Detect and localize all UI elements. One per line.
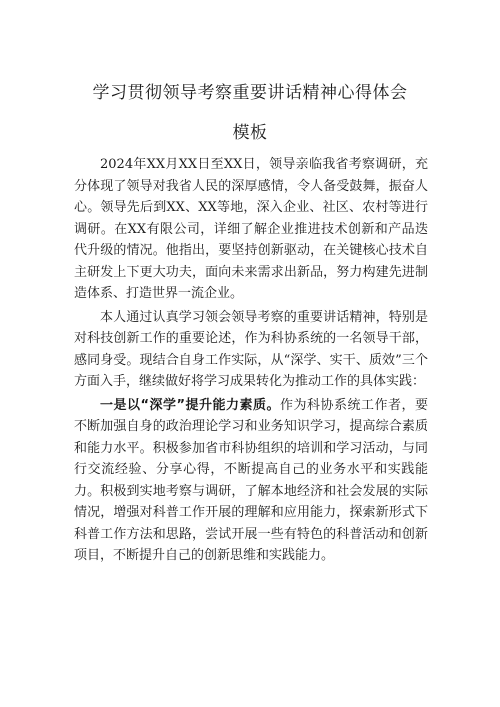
document-body [74, 154, 428, 567]
document-title: 学习贯彻领导考察重要讲话精神心得体会 [92, 83, 408, 103]
section-deep-study [74, 395, 428, 567]
paragraph-study: 本人通过认真学习领会领导考察的重要讲话精神，特别是对科技创新工作的重要论述，作为科协系统的一名领导干部，感同身受。现结合自身工作实际，从“深学、实干、质效”三个方面入手，继续做好将学习成果转化为推动工作的具体实践： [74, 309, 428, 389]
section-heading: 一是以“深学”提升能力素质。 [100, 397, 281, 413]
paragraph-intro: 2024年XX月XX日至XX日，领导亲临我省考察调研，充分体现了领导对我省人民的深厚感情，令人备受鼓舞，振奋人心。领导先后到XX、XX等地，深入企业、社区、农村等进行调研。在XX有限公司，详细了解企业推进技术创新和产品迭代升级的情况。他指出，要坚持创新驱动，在关键核心技术自主研发上下更大功夫，面向未来需求出新品，努力构建先进制造体系、打造世界一流企业。 [74, 157, 428, 301]
document-title-continued: 模板 [232, 123, 268, 143]
section-text: 作为科协系统工作者，要不断加强自身的政治理论学习和业务知识学习，提高综合素质和能力水平。积极参加省市科协组织的培训和学习活动，与同行交流经验、分享心得，不断提高自己的业务水平和实践能力。积极到实地考察与调研，了解本地经济和社会发展的实际情况，增强对科普工作开展的理解和应用能力，探索新形式下科普工作方法和思路，尝试开展一些有特色的科普活动和创新项目，不断提升自己的创新思维和实践能力。 [74, 397, 428, 563]
